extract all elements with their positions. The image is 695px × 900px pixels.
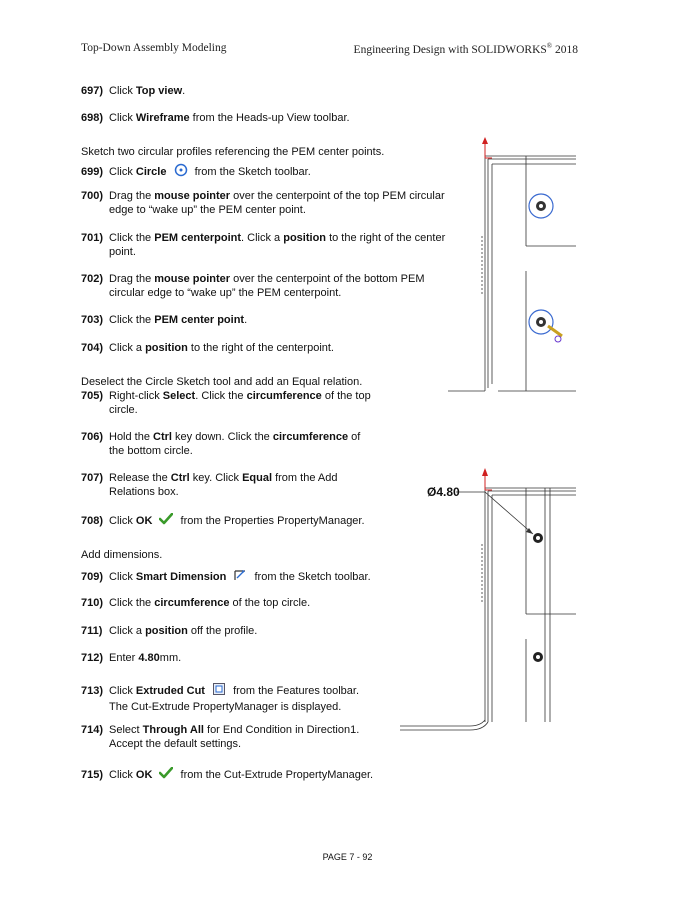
step-707: 707) Release the Ctrl key. Click Equal from the Add Relations box.: [81, 472, 338, 498]
step-699: 699) Click Circle from the Sketch toolbar.: [81, 163, 311, 181]
step-708: 708) Click OK from the Properties PropertyManager.: [81, 513, 365, 529]
axis-arrow-icon: [482, 468, 492, 490]
step-701: 701) Click the PEM centerpoint. Click a position to the right of the center point.: [81, 232, 446, 258]
step-702: 702) Drag the mouse pointer over the centerpoint of the bottom PEM circular edge to “wake up” the PEM centerpoint.: [81, 273, 425, 299]
extruded-cut-icon: [212, 682, 226, 700]
step-712: 712) Enter 4.80mm.: [81, 652, 182, 664]
step-705: 705) Right-click Select. Click the circumference of the top circle.: [81, 390, 371, 416]
running-header-right: Engineering Design with SOLIDWORKS® 2018: [353, 42, 578, 56]
figure-top-view-pem-circles: [448, 136, 578, 398]
step-704: 704) Click a position to the right of the centerpoint.: [81, 342, 334, 354]
pem-bottom: [529, 310, 562, 342]
axis-arrow-icon: [482, 137, 492, 158]
figure-dimensioned-view: [395, 464, 578, 734]
step-698: 698) Click Wireframe from the Heads-up View toolbar.: [81, 112, 350, 124]
pem-top: [529, 194, 553, 218]
step-710: 710) Click the circumference of the top circle.: [81, 597, 311, 609]
step-706: 706) Hold the Ctrl key down. Click the circumference of the bottom circle.: [81, 431, 361, 457]
smart-dimension-icon: [233, 568, 247, 586]
step-703: 703) Click the PEM center point.: [81, 314, 248, 326]
dimension-label: Ø4.80: [427, 485, 460, 499]
step-715: 715) Click OK from the Cut-Extrude PropertyManager.: [81, 767, 373, 783]
ok-check-icon: [159, 767, 173, 783]
step-700: 700) Drag the mouse pointer over the centerpoint of the top PEM circular edge to “wake up” the PEM center point.: [81, 190, 445, 216]
step-714: 714) Select Through All for End Condition in Direction1. Accept the default settings.: [81, 724, 360, 750]
ok-check-icon: [159, 513, 173, 529]
page-number: PAGE 7 - 92: [322, 852, 373, 862]
intro-equal-relation: Deselect the Circle Sketch tool and add an Equal relation.: [81, 376, 363, 388]
intro-add-dimensions: Add dimensions.: [81, 549, 163, 561]
circle-tool-icon: [174, 163, 188, 181]
intro-sketch-circles: Sketch two circular profiles referencing the PEM center points.: [81, 146, 385, 158]
running-header-left: Top-Down Assembly Modeling: [81, 42, 227, 54]
step-711: 711) Click a position off the profile.: [81, 625, 258, 637]
step-709: 709) Click Smart Dimension from the Sketch toolbar.: [81, 568, 371, 586]
step-713: 713) Click Extruded Cut from the Features toolbar. The Cut-Extrude PropertyManager is displayed.: [81, 682, 359, 714]
step-697: 697) Click Top view.: [81, 85, 186, 97]
